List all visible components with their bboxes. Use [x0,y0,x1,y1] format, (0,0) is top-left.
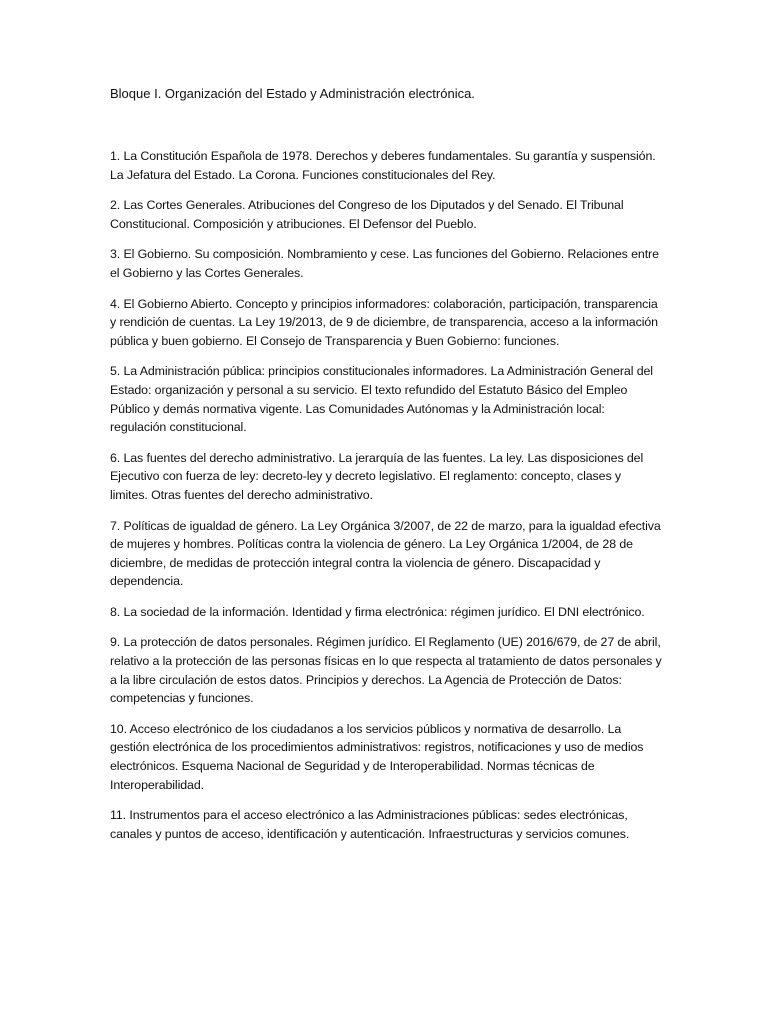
topic-9: 9. La protección de datos personales. Régimen jurídico. El Reglamento (UE) 2016/679, de 27 de abril, relativo a la protección de las personas físicas en lo que respecta al tratamiento de datos personales y a la libre circulación de estos datos. Principios y derechos. La Agencia de Protección de Datos: competencias y funciones. [110,635,662,706]
topic-8: 8. La sociedad de la información. Identidad y firma electrónica: régimen jurídico. El DNI electrónico. [110,604,645,619]
topic-5: 5. La Administración pública: principios constitucionales informadores. La Administración General del Estado: organización y personal a su servicio. El texto refundido del Estatuto Básico del Empleo Público y demás normativa vigente. Las Comunidades Autónomas y la Administración local: regulación constitucional. [110,364,653,435]
topic-1: 1. La Constitución Española de 1978. Derechos y deberes fundamentales. Su garantía y suspensión. La Jefatura del Estado. La Corona. Funciones constitucionales del Rey. [110,149,656,182]
topic-4: 4. El Gobierno Abierto. Concepto y principios informadores: colaboración, participación, transparencia y rendición de cuentas. La Ley 19/2013, de 9 de diciembre, de transparencia, acceso a la información pública y buen gobierno. El Consejo de Transparencia y Buen Gobierno: funciones. [110,296,658,348]
topic-6: 6. Las fuentes del derecho administrativo. La jerarquía de las fuentes. La ley. Las disposiciones del Ejecutivo con fuerza de ley: decreto-ley y decreto legislativo. El reglamento: concepto, clases y limites. Otras fuentes del derecho administrativo. [110,450,644,502]
topic-2: 2. Las Cortes Generales. Atribuciones del Congreso de los Diputados y del Senado. El Tribunal Constitucional. Composición y atribuciones. El Defensor del Pueblo. [110,198,624,231]
topic-10: 10. Acceso electrónico de los ciudadanos a los servicios públicos y normativa de desarrollo. La gestión electrónica de los procedimientos administrativos: registros, notificaciones y uso de medios electrónicos. Esquema Nacional de Seguridad y de Interoperabilidad. Normas técnicas de Interoperabilidad. [110,721,644,792]
topic-7: 7. Políticas de igualdad de género. La Ley Orgánica 3/2007, de 22 de marzo, para la igualdad efectiva de mujeres y hombres. Políticas contra la violencia de género. La Ley Orgánica 1/2004, de 28 de diciembre, de medidas de protección integral contra la violencia de género. Discapacidad y dependencia. [110,518,661,589]
topic-3: 3. El Gobierno. Su composición. Nombramiento y cese. Las funciones del Gobierno. Relaciones entre el Gobierno y las Cortes Generales. [110,247,659,280]
topic-11: 11. Instrumentos para el acceso electrónico a las Administraciones públicas: sedes electrónicas, canales y puntos de acceso, identificación y autenticación. Infraestructuras y servicios comunes. [110,808,630,841]
topic-list [110,147,662,855]
document-title: Bloque I. Organización del Estado y Administración electrónica. [110,86,475,101]
